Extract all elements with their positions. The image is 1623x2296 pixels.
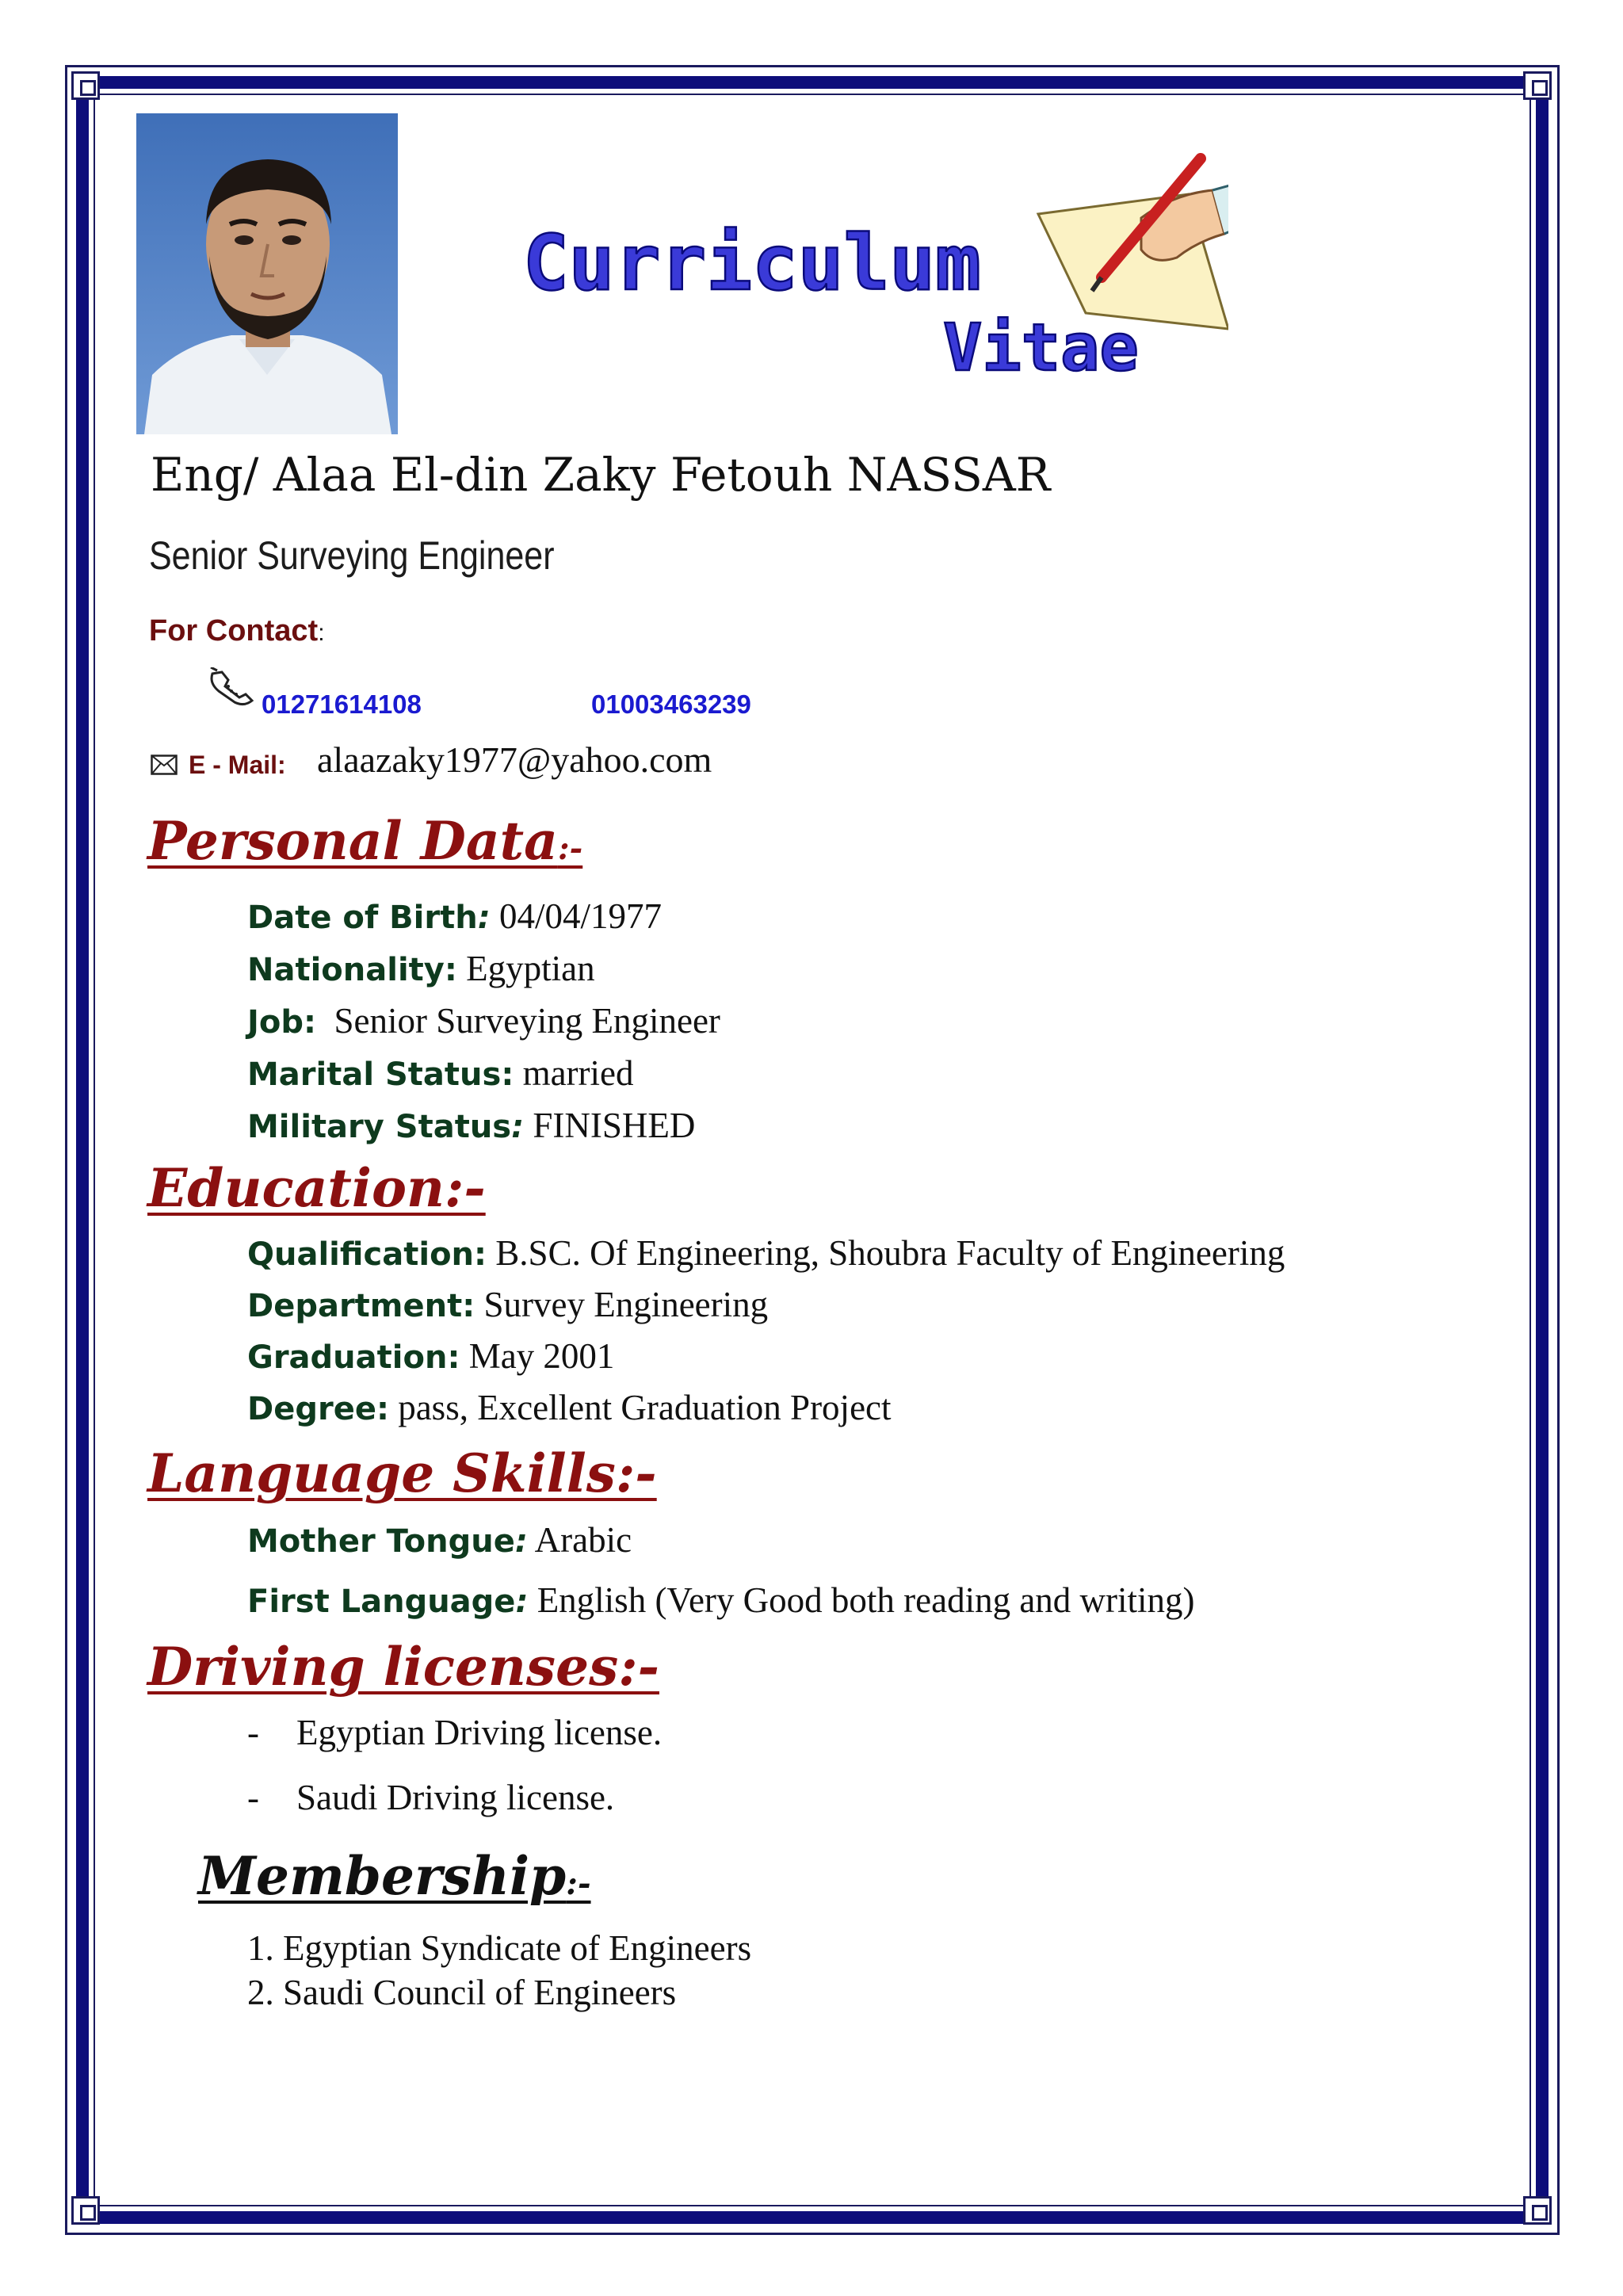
row-label-sep: : <box>477 900 491 936</box>
row-value: Senior Surveying Engineer <box>316 1001 720 1041</box>
profile-photo <box>136 113 398 434</box>
list-item: 1. Egyptian Syndicate of Engineers <box>247 1928 752 1968</box>
phone-number-1[interactable]: 01271614108 <box>262 690 422 719</box>
education-row-department <box>247 1284 768 1325</box>
contact-label-text: For Contact <box>149 614 319 648</box>
row-value: B.SC. Of Engineering, Shoubra Faculty of Engineering <box>487 1233 1285 1273</box>
section-title-membership <box>198 1845 591 1907</box>
row-value: English (Very Good both reading and writing) <box>528 1580 1195 1620</box>
personal-row-job <box>247 1000 720 1041</box>
row-label-sep: : <box>511 1109 525 1145</box>
row-value: Egyptian <box>456 949 595 988</box>
contact-label <box>149 614 325 648</box>
border-corner-bottom-left <box>71 2196 100 2225</box>
border-corner-top-right <box>1523 71 1552 100</box>
personal-row-marital-status <box>247 1052 633 1094</box>
list-item-text: Saudi Driving license. <box>296 1778 615 1817</box>
section-title-language-skills: Language Skills:- <box>147 1442 657 1504</box>
row-label-text: Date of Birth <box>247 900 478 936</box>
row-label-text: Mother Tongue <box>247 1523 515 1560</box>
personal-row-date-of-birth <box>247 896 662 937</box>
language-row-mother-tongue <box>247 1519 632 1561</box>
personal-row-military-status <box>247 1105 695 1146</box>
email-address[interactable]: alaazaky1977@yahoo.com <box>317 739 712 780</box>
writing-hand-icon <box>1038 159 1228 329</box>
row-label <box>247 1523 528 1560</box>
language-row-first-language <box>247 1580 1195 1621</box>
border-corner-bottom-right <box>1523 2196 1552 2225</box>
list-item: 2. Saudi Council of Engineers <box>247 1973 677 2012</box>
list-item <box>247 1712 662 1753</box>
bullet-dash: - <box>247 1713 259 1752</box>
row-value: pass, Excellent Graduation Project <box>388 1388 892 1427</box>
row-label: Nationality: <box>247 952 457 988</box>
education-row-qualification <box>247 1232 1285 1274</box>
person-name: Eng/ Alaa El-din Zaky Fetouh NASSAR <box>151 448 1051 502</box>
row-value: Arabic <box>527 1520 632 1560</box>
list-item-text: Egyptian Driving license. <box>296 1713 663 1752</box>
personal-row-nationality <box>247 948 595 989</box>
row-value: May 2001 <box>460 1336 615 1376</box>
logo-text-vitae: Vitae <box>943 311 1139 386</box>
curriculum-vitae-logo <box>515 147 1228 400</box>
row-label: Graduation: <box>247 1339 460 1376</box>
section-title-personal-data <box>147 810 582 872</box>
row-value: married <box>514 1053 634 1093</box>
contact-label-colon: : <box>318 620 325 646</box>
section-title-driving-licenses: Driving licenses:- <box>147 1636 659 1698</box>
personal-data-title-text: Personal Data <box>147 810 558 872</box>
mobile-phone-icon <box>208 667 257 707</box>
row-label: Degree: <box>247 1391 389 1427</box>
row-label <box>247 1109 524 1145</box>
education-row-degree <box>247 1387 892 1428</box>
education-row-graduation <box>247 1335 614 1377</box>
bullet-dash: - <box>247 1778 259 1817</box>
row-value: Survey Engineering <box>475 1285 769 1324</box>
row-label-text: First Language <box>247 1584 516 1620</box>
row-label <box>247 1584 528 1620</box>
row-value: FINISHED <box>524 1106 696 1145</box>
row-label-sep: : <box>514 1523 528 1560</box>
membership-title-suffix: :- <box>566 1865 591 1902</box>
membership-title-text: Membership <box>198 1845 567 1907</box>
row-value: 04/04/1977 <box>490 896 662 936</box>
row-label-text: Military Status <box>247 1109 512 1145</box>
row-label: Marital Status: <box>247 1056 514 1093</box>
border-corner-top-left <box>71 71 100 100</box>
logo-text-curriculum: Curriculum <box>523 219 981 308</box>
row-label-sep: : <box>515 1584 529 1620</box>
row-label: Department: <box>247 1288 475 1324</box>
personal-data-title-suffix: :- <box>557 830 583 867</box>
job-title: Senior Surveying Engineer <box>149 533 555 578</box>
list-item <box>247 1777 614 1818</box>
email-label: E - Mail: <box>189 751 286 779</box>
row-label: Job: <box>247 1004 316 1041</box>
row-label: Qualification: <box>247 1236 487 1273</box>
phone-number-2[interactable]: 01003463239 <box>591 690 751 719</box>
section-title-education: Education:- <box>147 1157 486 1219</box>
row-label <box>247 900 491 936</box>
envelope-icon <box>151 755 178 775</box>
